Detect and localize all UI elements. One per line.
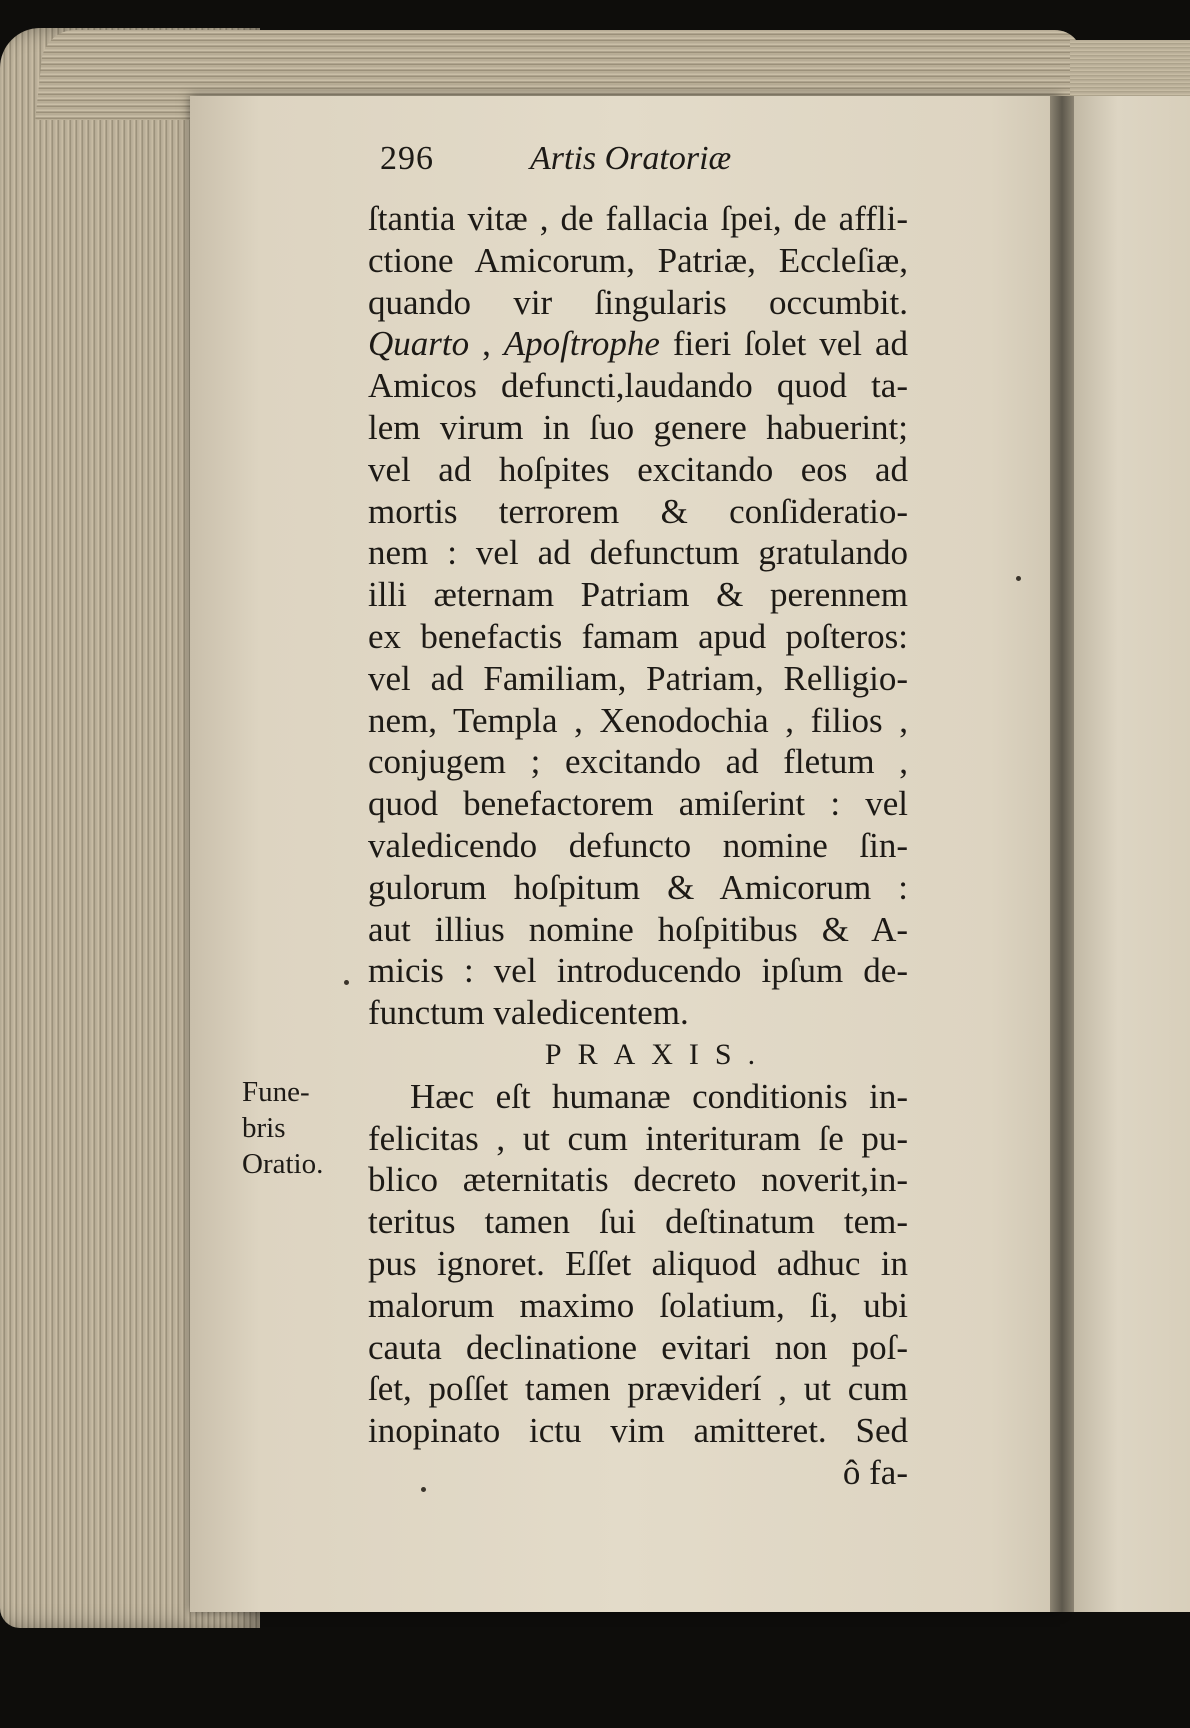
text-line: micis : vel introducendo ipſum de-: [368, 951, 908, 991]
separator: ,: [469, 324, 504, 364]
margin-note-line: Fune-: [242, 1076, 310, 1108]
margin-note-line: bris: [242, 1112, 286, 1144]
ink-speck: [1016, 576, 1021, 581]
facing-page-edges: [1070, 40, 1190, 100]
text-line: quando vir ſingularis occumbit.: [368, 282, 908, 322]
line-rest: fieri ſolet vel ad: [659, 324, 909, 364]
text-line: valedicendo defuncto nomine ſin-: [368, 825, 908, 865]
text-line: blico æternitatis decreto noverit,in-: [368, 1160, 908, 1200]
text-line: felicitas , ut cum interituram ſe pu-: [368, 1118, 908, 1158]
facing-page: [1070, 96, 1190, 1612]
text-line: cauta declinatione evitari non poſ-: [368, 1327, 908, 1367]
text-line: lem virum in ſuo genere habuerint;: [368, 407, 908, 447]
text-line: [368, 323, 908, 365]
text-line: ſet, poſſet tamen præviderí , ut cum: [368, 1369, 908, 1409]
section-heading: PRAXIS.: [544, 1037, 772, 1071]
running-head: Artis Oratoriæ: [530, 140, 732, 177]
text-line: aut illius nomine hoſpitibus & A-: [368, 909, 908, 949]
text-line: vel ad Familiam, Patriam, Relligio-: [368, 658, 908, 698]
italic-word: Apoſtrophe: [503, 324, 660, 364]
text-line: ſtantia vitæ , de fallacia ſpei, de affli-: [368, 199, 908, 238]
text-line: mortis terrorem & conſideratio-: [368, 491, 908, 531]
text-line: inopinato ictu vim amitteret. Sed: [368, 1411, 908, 1451]
body-text: [368, 198, 908, 1494]
book-gutter: [1050, 96, 1074, 1612]
margin-note-line: Oratio.: [242, 1148, 324, 1180]
text-line: gulorum hoſpitum & Amicorum :: [368, 867, 908, 907]
text-line: Amicos defuncti,laudando quod ta-: [368, 366, 908, 406]
text-line: malorum maximo ſolatium, ſi, ubi: [368, 1285, 908, 1325]
text-line: ctione Amicorum, Patriæ, Eccleſiæ,: [368, 240, 908, 280]
text-line: vel ad hoſpites excitando eos ad: [368, 449, 908, 489]
page-number: 296: [380, 140, 434, 177]
text-line: quod benefactorem amiſerint : vel: [368, 784, 908, 824]
text-line: illi æternam Patriam & perennem: [368, 575, 908, 615]
page-header: [380, 140, 900, 190]
text-line: Hæc eſt humanæ conditionis in-: [410, 1076, 908, 1116]
text-line: nem : vel ad defunctum gratulando: [368, 533, 908, 573]
text-line: pus ignoret. Eſſet aliquod adhuc in: [368, 1243, 908, 1283]
italic-word: Quarto: [368, 324, 470, 364]
catchword: ô fa-: [842, 1452, 908, 1492]
text-line: teritus tamen ſui deſtinatum tem-: [368, 1202, 908, 1242]
ink-speck: [344, 980, 349, 985]
text-line: nem, Templa , Xenodochia , filios ,: [368, 700, 908, 740]
text-line: ex benefactis famam apud poſteros:: [368, 616, 908, 656]
text-line: conjugem ; excitando ad fletum ,: [368, 742, 908, 782]
text-line: functum valedicentem.: [368, 993, 689, 1033]
margin-note: [242, 1074, 323, 1182]
ink-speck: [421, 1487, 426, 1492]
